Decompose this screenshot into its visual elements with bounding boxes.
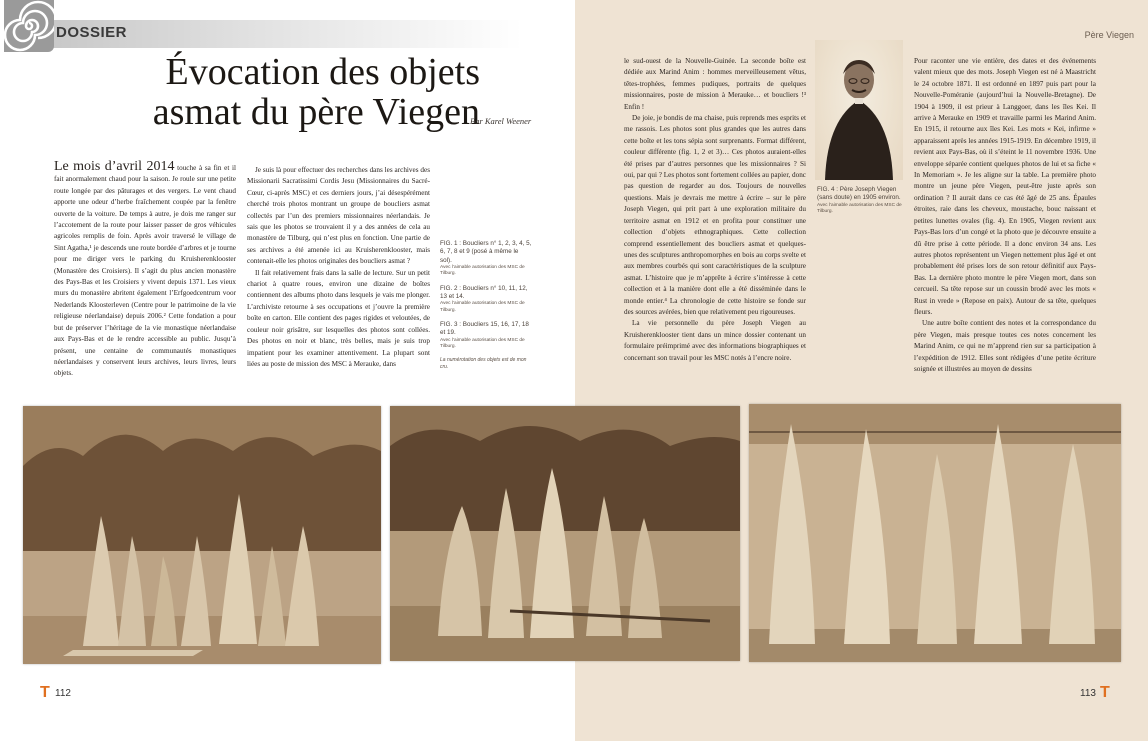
right-column-2 bbox=[914, 56, 1096, 400]
paragraph: La vie personnelle du père Joseph Viegen au Kruisherenklooster tient dans un mince dossier contenant un formulaire préimprimé avec des informations biographiques et concernant son travail pour les MSC notés à l’encre noire. bbox=[624, 319, 806, 362]
paragraph: Je suis là pour effectuer des recherches dans les archives des Missionarii Sacratissimi Cordis Jesu (Missionnaires du Sacré-Cœur, ci-après MSC) et ces derniers jours, j’ai désespérément cherché trois photos montrant un groupe de boucliers asmat collectés par l’un des premiers missionnaires néerlandais. Je sais que les photos se trouvaient il y a des années de cela au monastère de Tilburg, qui n’est plus en fonction. Une partie de ses archives a été amenée ici au Kruisherenklooster, mais contenait-elle les photos originales des boucliers asmat ? bbox=[247, 166, 430, 266]
figure-1-photo bbox=[23, 406, 381, 664]
fig-3-caption: FIG. 3 : Boucliers 15, 16, 17, 18 et 19. bbox=[440, 320, 529, 337]
paragraph: le sud-ouest de la Nouvelle-Guinée. La seconde boîte est dédiée aux Marind Anim : hommes merveilleusement vêtus, têtes-trophées, femmes pudiques, portraits de quelques missionnaires, poste de mission à Merauke… et boucliers !³ Enfin ! bbox=[624, 57, 806, 111]
fig-1-caption: FIG. 1 : Boucliers n° 1, 2, 3, 4, 5, 6, 7, 8 et 9 (posé à même le sol). bbox=[440, 240, 532, 264]
byline: Par Karel Weener bbox=[470, 116, 532, 126]
figure-3-photo bbox=[749, 404, 1121, 662]
paragraph: De joie, je bondis de ma chaise, puis reprends mes esprits et me rassois. Les photos sont plus grandes que les autres dans cette boîte et les tons sépia sont surprenants. Format différent, couleur différente (fig. 1, 2 et 3)… Ces photos auraient-elles été prises par d’autres personnes que les missionnaires ? Si oui, par qui ? Les photos sont fortement collées au papier, donc pas question de regarder au dos. Toujours de nouvelles questions. Mais je devrais me mettre à écrire – sur le père Joseph Viegen, qui prit part à une exploration militaire du territoire asmat en 1912 et en profita pour constituer une collection d’objets ethnographiques. Cette collection comprend essentiellement des boucliers asmat et quelques-unes des sculptures anthropomorphes en bois au corps svelte et aux membres courbés qui sont caractéristiques de la sculpture asmat. L’histoire que je m’apprête à écrire s’intéresse à cette collection et à la manière dont elle a été disséminée dans le monde entier.⁴ La chronologie de cette histoire se fonde sur des sources avérées, bien que relativement peu rigoureuses. bbox=[624, 114, 806, 316]
page-number-right: 113 bbox=[1080, 688, 1096, 699]
magazine-t-logo-icon: T bbox=[1100, 684, 1110, 701]
fig-2-caption: FIG. 2 : Boucliers n° 10, 11, 12, 13 et 14. bbox=[440, 284, 528, 301]
magazine-t-logo-icon: T bbox=[40, 684, 50, 701]
left-column-1 bbox=[54, 160, 236, 400]
lead-in: Le mois d’avril 2014 bbox=[54, 160, 175, 174]
title-line-1: Évocation des objets bbox=[165, 51, 480, 93]
right-column-1 bbox=[624, 56, 806, 400]
left-column-2 bbox=[247, 165, 430, 400]
portrait-caption-block bbox=[817, 186, 909, 222]
fig-1-credit: Avec l’aimable autorisation des MSC de Tilburg. bbox=[440, 265, 525, 277]
spiral-logo-icon bbox=[4, 0, 54, 52]
paragraph: Pour raconter une vie entière, des dates et des événements valent mieux que des mots. Joseph Viegen est né à Maastricht le 24 octobre 1871. Il est ordonné en 1897 puis part pour la Nouvelle-Poméranie (aujourd’hui la Nouvelle-Bretagne). De 1904 à 1909, il est prieur à Langgoer, dans les îles Kei. Il arrive à Merauke en 1909 et travaille parmi les Marind Anim. En 1915, il retourne aux îles Kei. Les mots « Kei, infirme » apparaissent après les années 1915-1919. En décembre 1919, il revient aux Pays-Bas, où il s’éteint le 11 novembre 1936. Une enveloppe séparée contient quelques photos de lui et sa fiche « In Memoriam ». Je les aligne sur la table. La première photo montre un jeune père Viegen, peut-être juste après son ordination ? Il aurait dans ce cas été âgé de 25 ans. Épaules étroites, raie dans les cheveux, moustache, bouc naissant et petites lunettes ovales (fig. 4). En 1905, Viegen revient aux Pays-Bas lors d’un congé et la photo que je découvre ensuite a dû être prise à cette période. Il a donc environ 34 ans. Les autres photos représentent un Viegen nettement plus âgé et ont probablement été prises lors de son retour définitif aux Pays-Bas. La dernière photo montre le père Viegen mort, dans son cercueil. Sa tête repose sur un coussin brodé avec les mots « Rust in vrede » (Repose en paix). Autour de sa tête, quelques fleurs. bbox=[914, 57, 1096, 316]
fig-4-caption: FIG. 4 : Père Joseph Viegen (sans doute) en 1905 environ. bbox=[817, 186, 901, 202]
fig-3-credit: Avec l’aimable autorisation des MSC de Tilburg. bbox=[440, 337, 525, 349]
page-number-left: 112 bbox=[55, 688, 71, 699]
paragraph-text: touche à sa fin et il fait anormalement chaud pour la saison. Je roule sur une petite route longée par des pâturages et des vergers. Le vent chaud apporte une odeur d’herbe fraîchement coupée par la fenêtre ouverte de la voiture. De temps à autre, je dois me ranger sur l’accotement de la route pour laisser passer de gros véhicules agricoles remplis de foin. Après avoir traversé le village de Sint Agatha,¹ je descends une route bordée d’arbres et je tourne pour me diriger vers le parking du Kruisherenklooster (Monastère des Croisiers). Il s’agit du plus ancien monastère des Pays-Bas et les Croisiers y vivent depuis 1371. Les vieux murs du monastère abritent également l’Erfgoedcentrum voor Nederlands Kloosterleven (Centre pour le patrimoine de la vie religieuse néerlandaise) depuis 2006.² Cette fondation a pour but de préserver l’héritage de la vie monastique néerlandaise aux Pays-Bas et de le rendre accessible au public. Jusqu’à présent, une centaine de communautés monastiques néerlandaises y conservent leurs archives, leurs livres, leurs objets. bbox=[54, 164, 236, 378]
figure-captions bbox=[440, 240, 532, 370]
paragraph: Il fait relativement frais dans la salle de lecture. Sur un petit chariot à quatre roues, environ une dizaine de boîtes contiennent des albums photo dans lesquels je vais me plonger. L’archiviste retourne à ses occupations et j’ouvre la première boîte en carton. Elle contient des pages rigides et veloutées, de couleur noir grisâtre, sur lesquelles des photos sont collées. Des photos en noir et blanc, très belles, mais je suis trop impatient pour les examiner attentivement. La plupart sont liées au poste de mission des MSC à Merauke, dans bbox=[247, 268, 430, 368]
lead-paragraph bbox=[54, 160, 236, 380]
fig-4-credit: Avec l’aimable autorisation des MSC de Tilburg. bbox=[817, 202, 902, 215]
dossier-banner bbox=[50, 20, 575, 48]
numbering-note: La numérotation des objets est de mon cru. bbox=[440, 357, 527, 370]
article-title bbox=[60, 52, 480, 132]
portrait-photo bbox=[815, 40, 903, 180]
figure-2-photo bbox=[390, 406, 740, 661]
paragraph: Une autre boîte contient des notes et la correspondance du père Viegen, mais presque toutes ces notes concernent les Marind Anim, ce qui ne m’apprend rien sur sa participation à l’expédition de 1912. Elles sont rédigées d’une petite écriture soignée et illustrées au moyen de dessins bbox=[914, 319, 1096, 373]
section-label: DOSSIER bbox=[56, 24, 128, 41]
fig-2-credit: Avec l’aimable autorisation des MSC de Tilburg. bbox=[440, 301, 525, 313]
running-head: Père Viegen bbox=[1084, 30, 1134, 40]
title-line-2: asmat du père Viegen bbox=[152, 91, 480, 133]
